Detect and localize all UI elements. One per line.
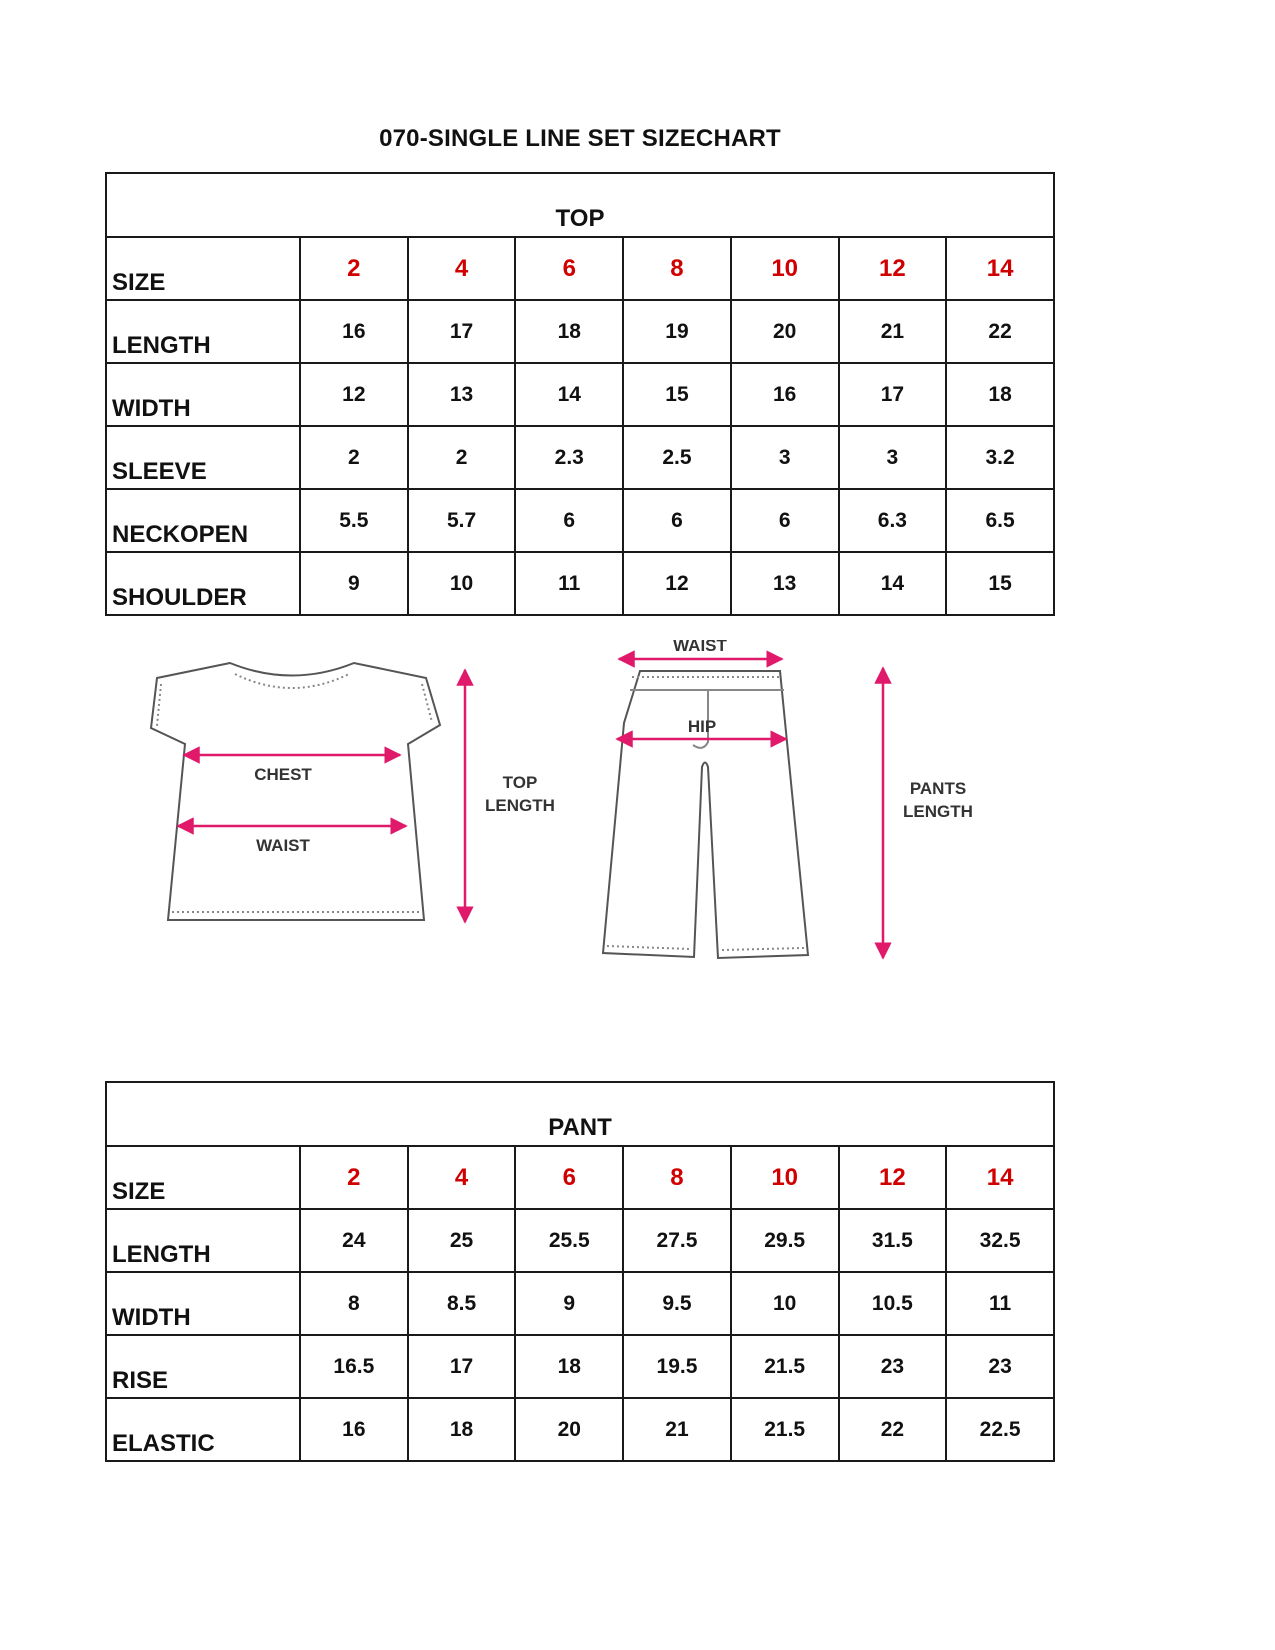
table-cell: 18 bbox=[515, 300, 623, 363]
row-label: SIZE bbox=[106, 237, 300, 300]
table-cell: 27.5 bbox=[623, 1209, 731, 1272]
table-cell: 9 bbox=[515, 1272, 623, 1335]
pant-size-table bbox=[105, 1081, 1055, 1462]
top-row-shoulder bbox=[106, 552, 1054, 615]
table-cell: 21 bbox=[623, 1398, 731, 1461]
size-cell: 8 bbox=[623, 1146, 731, 1209]
table-cell: 2.3 bbox=[515, 426, 623, 489]
table-cell: 23 bbox=[946, 1335, 1054, 1398]
table-cell: 13 bbox=[408, 363, 516, 426]
table-cell: 17 bbox=[408, 1335, 516, 1398]
pant-waist-label: WAIST bbox=[673, 640, 727, 655]
table-cell: 16.5 bbox=[300, 1335, 408, 1398]
row-label: ELASTIC bbox=[106, 1398, 300, 1461]
table-cell: 10 bbox=[408, 552, 516, 615]
table-cell: 6 bbox=[623, 489, 731, 552]
table-cell: 8 bbox=[300, 1272, 408, 1335]
table-cell: 16 bbox=[731, 363, 839, 426]
table-cell: 3.2 bbox=[946, 426, 1054, 489]
measurement-diagram bbox=[100, 640, 1060, 1030]
table-cell: 21.5 bbox=[731, 1335, 839, 1398]
row-label: SIZE bbox=[106, 1146, 300, 1209]
table-cell: 2.5 bbox=[623, 426, 731, 489]
top-waist-label: WAIST bbox=[256, 836, 310, 855]
table-cell: 25 bbox=[408, 1209, 516, 1272]
top-size-table bbox=[105, 172, 1055, 616]
table-cell: 23 bbox=[839, 1335, 947, 1398]
top-table-header: TOP bbox=[106, 173, 1054, 237]
table-cell: 16 bbox=[300, 300, 408, 363]
table-cell: 24 bbox=[300, 1209, 408, 1272]
top-row-neckopen bbox=[106, 489, 1054, 552]
pant-row-rise bbox=[106, 1335, 1054, 1398]
size-cell: 10 bbox=[731, 237, 839, 300]
top-row-width bbox=[106, 363, 1054, 426]
table-cell: 20 bbox=[515, 1398, 623, 1461]
size-cell: 4 bbox=[408, 237, 516, 300]
table-cell: 17 bbox=[839, 363, 947, 426]
top-row-sleeve bbox=[106, 426, 1054, 489]
row-label: NECKOPEN bbox=[106, 489, 300, 552]
top-row-size bbox=[106, 237, 1054, 300]
pant-row-width bbox=[106, 1272, 1054, 1335]
table-cell: 12 bbox=[623, 552, 731, 615]
table-cell: 3 bbox=[839, 426, 947, 489]
table-cell: 2 bbox=[300, 426, 408, 489]
table-cell: 13 bbox=[731, 552, 839, 615]
table-cell: 20 bbox=[731, 300, 839, 363]
size-cell: 14 bbox=[946, 237, 1054, 300]
table-cell: 9.5 bbox=[623, 1272, 731, 1335]
hip-label: HIP bbox=[687, 717, 717, 736]
row-label: SLEEVE bbox=[106, 426, 300, 489]
size-cell: 8 bbox=[623, 237, 731, 300]
table-cell: 15 bbox=[623, 363, 731, 426]
size-cell: 4 bbox=[408, 1146, 516, 1209]
table-cell: 17 bbox=[408, 300, 516, 363]
size-cell: 2 bbox=[300, 237, 408, 300]
table-cell: 14 bbox=[839, 552, 947, 615]
table-cell: 9 bbox=[300, 552, 408, 615]
table-cell: 25.5 bbox=[515, 1209, 623, 1272]
measurement-diagram-svg bbox=[100, 640, 1060, 1030]
size-cell: 10 bbox=[731, 1146, 839, 1209]
row-label: WIDTH bbox=[106, 1272, 300, 1335]
table-cell: 14 bbox=[515, 363, 623, 426]
top-length-label-line1: TOP bbox=[502, 773, 538, 792]
pants-length-label-line1: PANTS bbox=[909, 779, 967, 798]
pants-illustration bbox=[603, 671, 808, 958]
size-cell: 12 bbox=[839, 237, 947, 300]
table-cell: 32.5 bbox=[946, 1209, 1054, 1272]
table-cell: 31.5 bbox=[839, 1209, 947, 1272]
table-cell: 21 bbox=[839, 300, 947, 363]
table-cell: 21.5 bbox=[731, 1398, 839, 1461]
table-cell: 5.7 bbox=[408, 489, 516, 552]
table-cell: 18 bbox=[408, 1398, 516, 1461]
table-cell: 22.5 bbox=[946, 1398, 1054, 1461]
chest-label: CHEST bbox=[254, 765, 312, 784]
table-cell: 12 bbox=[300, 363, 408, 426]
table-cell: 3 bbox=[731, 426, 839, 489]
tshirt-illustration bbox=[151, 663, 440, 920]
row-label: LENGTH bbox=[106, 1209, 300, 1272]
size-cell: 12 bbox=[839, 1146, 947, 1209]
table-cell: 18 bbox=[515, 1335, 623, 1398]
table-cell: 10 bbox=[731, 1272, 839, 1335]
table-cell: 8.5 bbox=[408, 1272, 516, 1335]
table-cell: 6.3 bbox=[839, 489, 947, 552]
row-label: SHOULDER bbox=[106, 552, 300, 615]
table-cell: 6 bbox=[515, 489, 623, 552]
pant-table-header: PANT bbox=[106, 1082, 1054, 1146]
table-cell: 6 bbox=[731, 489, 839, 552]
pants-length-label-line2: LENGTH bbox=[903, 802, 973, 821]
pant-row-size bbox=[106, 1146, 1054, 1209]
top-length-label-line2: LENGTH bbox=[485, 796, 555, 815]
pant-row-elastic bbox=[106, 1398, 1054, 1461]
table-cell: 2 bbox=[408, 426, 516, 489]
table-cell: 19.5 bbox=[623, 1335, 731, 1398]
table-cell: 18 bbox=[946, 363, 1054, 426]
table-cell: 22 bbox=[946, 300, 1054, 363]
table-cell: 16 bbox=[300, 1398, 408, 1461]
table-cell: 19 bbox=[623, 300, 731, 363]
table-cell: 6.5 bbox=[946, 489, 1054, 552]
size-cell: 6 bbox=[515, 237, 623, 300]
size-cell: 6 bbox=[515, 1146, 623, 1209]
table-cell: 11 bbox=[515, 552, 623, 615]
table-cell: 22 bbox=[839, 1398, 947, 1461]
top-row-length bbox=[106, 300, 1054, 363]
table-cell: 29.5 bbox=[731, 1209, 839, 1272]
table-cell: 10.5 bbox=[839, 1272, 947, 1335]
pant-row-length bbox=[106, 1209, 1054, 1272]
table-cell: 15 bbox=[946, 552, 1054, 615]
table-cell: 5.5 bbox=[300, 489, 408, 552]
page-title: 070-SINGLE LINE SET SIZECHART bbox=[379, 125, 781, 152]
row-label: LENGTH bbox=[106, 300, 300, 363]
table-cell: 11 bbox=[946, 1272, 1054, 1335]
row-label: WIDTH bbox=[106, 363, 300, 426]
size-cell: 2 bbox=[300, 1146, 408, 1209]
size-cell: 14 bbox=[946, 1146, 1054, 1209]
row-label: RISE bbox=[106, 1335, 300, 1398]
